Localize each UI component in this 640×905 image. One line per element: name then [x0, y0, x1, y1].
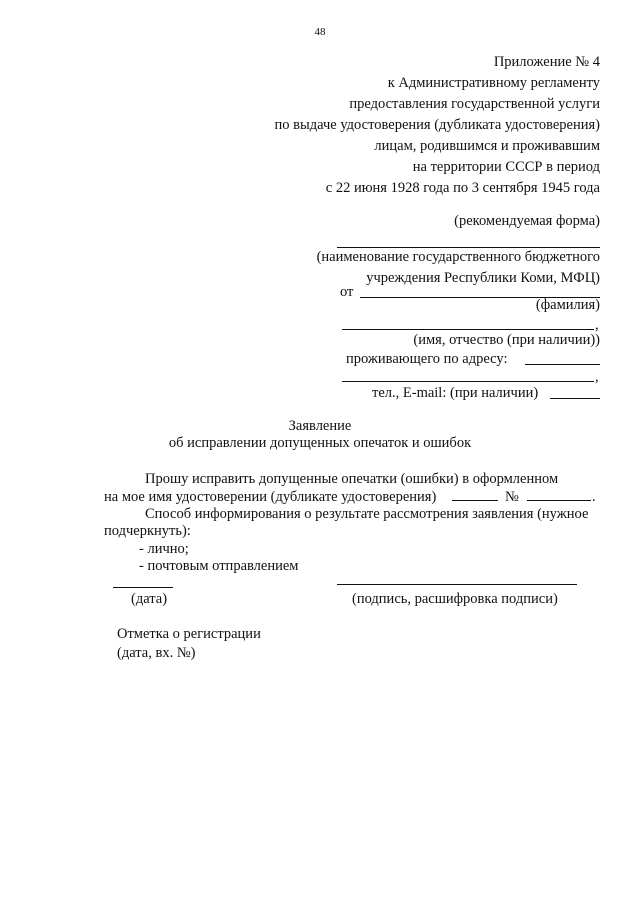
period: .	[592, 489, 596, 505]
institution-field-line[interactable]	[337, 247, 600, 248]
appendix-line: лицам, родившимся и проживавшим	[374, 138, 600, 154]
name-caption: (имя, отчество (при наличии))	[413, 332, 600, 348]
document-subtitle: об исправлении допущенных опечаток и ошибок	[168, 435, 472, 451]
contact-field-line[interactable]	[550, 398, 600, 399]
institution-caption: (наименование государственного бюджетного	[316, 249, 600, 265]
address-field-line[interactable]	[525, 364, 600, 365]
address-comma: ,	[595, 369, 599, 385]
request-text: Прошу исправить допущенные опечатки (ошибки) в оформленном	[145, 471, 559, 487]
number-sign: №	[505, 489, 519, 505]
signature-field-line[interactable]	[337, 584, 577, 585]
method-option-personal[interactable]: - лично;	[139, 541, 189, 557]
date-caption: (дата)	[131, 591, 168, 607]
appendix-line: к Административному регламенту	[387, 75, 600, 91]
registration-details: (дата, вх. №)	[117, 645, 196, 661]
address-label: проживающего по адресу:	[346, 351, 508, 367]
address-field-line-2[interactable]	[342, 381, 594, 382]
contact-label: тел., E-mail: (при наличии)	[372, 385, 539, 401]
appendix-line: на территории СССР в период	[412, 159, 600, 175]
certificate-number-field[interactable]	[527, 500, 591, 501]
from-label: от	[340, 284, 354, 300]
appendix-line: предоставления государственной услуги	[349, 96, 600, 112]
request-text: на мое имя удостоверении (дубликате удостоверения)	[104, 489, 437, 505]
method-text: Способ информирования о результате рассмотрения заявления (нужное	[145, 506, 589, 522]
name-field-line[interactable]	[342, 329, 594, 330]
document-title: Заявление	[288, 418, 352, 434]
page-number: 48	[314, 26, 326, 38]
method-text: подчеркнуть):	[104, 523, 191, 539]
appendix-title: Приложение № 4	[493, 54, 600, 70]
form-note: (рекомендуемая форма)	[454, 213, 600, 229]
name-comma: ,	[595, 317, 599, 333]
surname-caption: (фамилия)	[535, 297, 600, 313]
appendix-line: с 22 июня 1928 года по 3 сентября 1945 года	[325, 180, 600, 196]
signature-caption: (подпись, расшифровка подписи)	[352, 591, 558, 607]
date-field-line[interactable]	[113, 587, 173, 588]
registration-mark: Отметка о регистрации	[117, 626, 261, 642]
certificate-date-field[interactable]	[452, 500, 498, 501]
institution-caption: учреждения Республики Коми, МФЦ)	[366, 270, 600, 286]
appendix-line: по выдаче удостоверения (дубликата удостоверения)	[274, 117, 600, 133]
method-option-post[interactable]: - почтовым отправлением	[139, 558, 299, 574]
